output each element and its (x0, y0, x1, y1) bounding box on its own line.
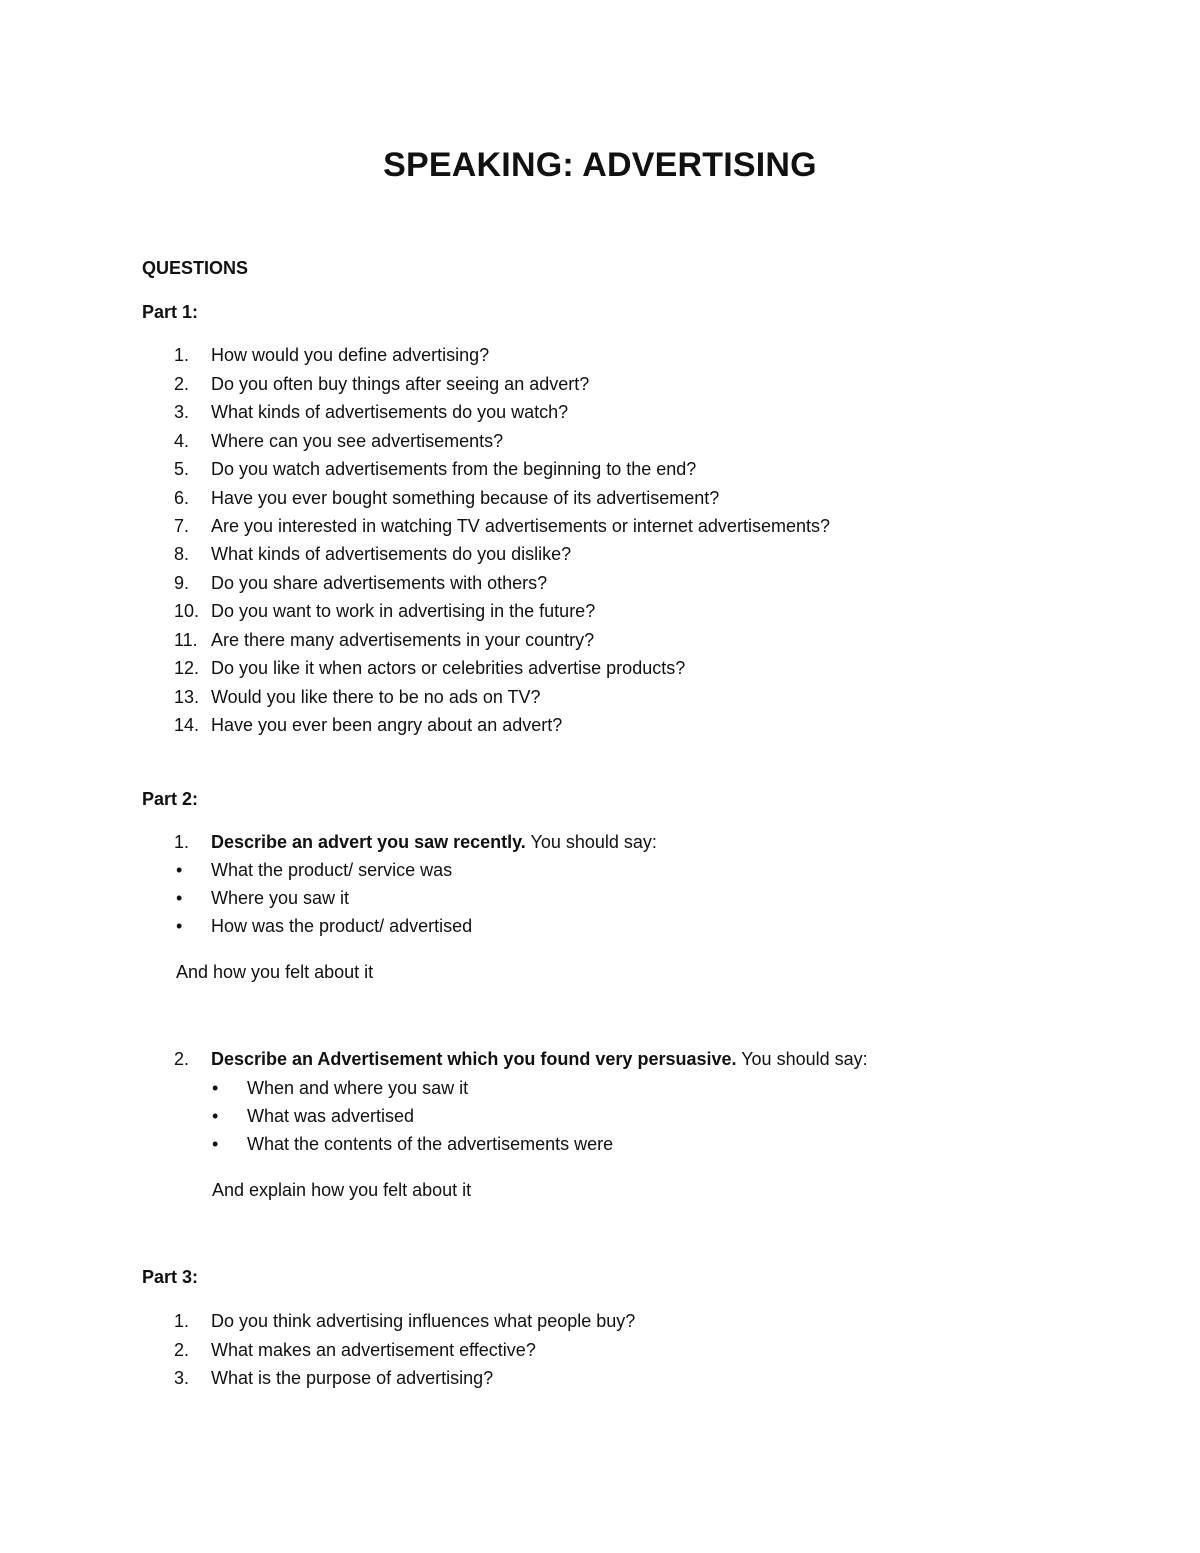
item-text: How would you define advertising? (211, 345, 490, 365)
item-text: Do you think advertising influences what people buy? (211, 1311, 636, 1331)
item-number: 9. (174, 573, 190, 593)
item-number: 3. (174, 402, 190, 422)
bullet-icon: • (176, 860, 183, 880)
item-number: 7. (174, 516, 190, 536)
item-number: 5. (174, 459, 190, 479)
item-number: 6. (174, 488, 190, 508)
item-text: Do you often buy things after seeing an advert? (211, 374, 590, 394)
item-number: 2. (174, 1340, 190, 1360)
closing-line: And how you felt about it (176, 962, 374, 982)
part2-heading: Part 2: (142, 789, 199, 809)
bullet-icon: • (212, 1134, 219, 1154)
item-number: 14. (174, 715, 200, 735)
question-prompt: Describe an advert you saw recently. (211, 832, 526, 852)
item-text: Are you interested in watching TV advertisements or internet advertisements? (211, 516, 830, 536)
item-number: 13. (174, 687, 200, 707)
item-number: 1. (174, 1311, 190, 1331)
item-number: 10. (174, 601, 200, 621)
item-number: 4. (174, 431, 190, 451)
item-number: 3. (174, 1368, 190, 1388)
question-instruction: You should say: (525, 832, 657, 852)
page-title: SPEAKING: ADVERTISING (383, 146, 817, 184)
bullet-icon: • (212, 1078, 219, 1098)
item-text: What kinds of advertisements do you dislike? (211, 544, 572, 564)
closing-line: And explain how you felt about it (212, 1180, 472, 1200)
item-text: Have you ever bought something because of its advertisement? (211, 488, 720, 508)
item-text: Have you ever been angry about an advert? (211, 715, 563, 735)
bullet-text: What was advertised (247, 1106, 415, 1126)
item-text: What is the purpose of advertising? (211, 1368, 494, 1388)
item-text: What kinds of advertisements do you watch? (211, 402, 569, 422)
question-prompt: Describe an Advertisement which you found very persuasive. (211, 1049, 737, 1069)
item-number: 11. (174, 630, 198, 650)
item-text: Do you share advertisements with others? (211, 573, 548, 593)
bullet-text: Where you saw it (211, 888, 350, 908)
question-instruction: You should say: (736, 1049, 868, 1069)
item-text: What makes an advertisement effective? (211, 1340, 536, 1360)
item-number: 1. (174, 832, 190, 852)
bullet-text: What the contents of the advertisements were (247, 1134, 614, 1154)
part1-heading: Part 1: (142, 302, 199, 322)
item-text: Do you want to work in advertising in the future? (211, 601, 596, 621)
bullet-text: What the product/ service was (211, 860, 453, 880)
item-number: 1. (174, 345, 190, 365)
item-text: Do you watch advertisements from the beginning to the end? (211, 459, 697, 479)
item-number: 2. (174, 374, 190, 394)
item-number: 2. (174, 1049, 190, 1069)
item-number: 8. (174, 544, 190, 564)
part3-heading: Part 3: (142, 1267, 199, 1287)
item-number: 12. (174, 658, 200, 678)
item-text: Are there many advertisements in your country? (211, 630, 595, 650)
bullet-icon: • (176, 916, 183, 936)
bullet-text: How was the product/ advertised (211, 916, 473, 936)
item-text: Where can you see advertisements? (211, 431, 504, 451)
bullet-icon: • (176, 888, 183, 908)
item-text: Would you like there to be no ads on TV? (211, 687, 541, 707)
bullet-icon: • (212, 1106, 219, 1126)
bullet-text: When and where you saw it (247, 1078, 469, 1098)
item-text: Do you like it when actors or celebrities advertise products? (211, 658, 686, 678)
questions-heading: QUESTIONS (142, 258, 249, 278)
